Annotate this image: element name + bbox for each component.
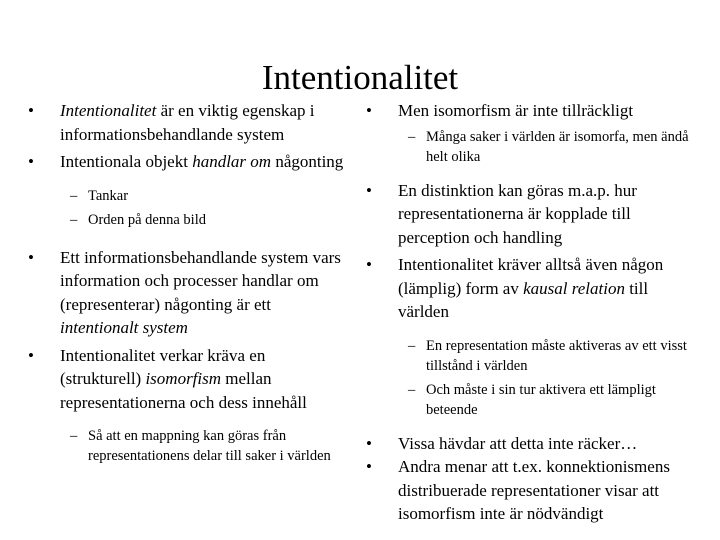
- emphasis: intentionalt system: [60, 318, 188, 337]
- bullet-item: [366, 455, 696, 526]
- bullet-mark: •: [366, 457, 372, 476]
- emphasis: handlar om: [192, 152, 272, 171]
- dash-mark: –: [70, 428, 78, 444]
- sub-bullet-item: [366, 127, 696, 167]
- bullet-mark: •: [366, 255, 372, 274]
- sub-bullet-item: [366, 336, 696, 376]
- bullet-text: Intentionalitet kräver alltså även någon (lämplig) form av: [398, 255, 664, 298]
- bullet-text: En distinktion kan göras m.a.p. hur representationerna är kopplade till perception och handling: [398, 180, 637, 247]
- bullet-item: [366, 99, 696, 123]
- emphasis: isomorfism: [145, 369, 222, 388]
- sub-bullet-item: [28, 426, 346, 466]
- bullet-mark: •: [366, 101, 372, 120]
- bullet-text: är en viktig egenskap i informationsbehandlande system: [60, 101, 315, 144]
- sub-bullet-text: Så att en mappning kan göras från representationens delar till saker i världen: [88, 428, 331, 464]
- sub-bullet-text: Tankar: [88, 187, 129, 204]
- bullet-item: [28, 99, 346, 146]
- dash-mark: –: [408, 337, 416, 354]
- bullet-text: Vissa hävdar att detta inte räcker…: [398, 433, 638, 453]
- bullet-mark: •: [28, 345, 34, 365]
- bullet-text: Men isomorfism är inte tillräckligt: [398, 101, 634, 120]
- dash-mark: –: [408, 128, 416, 145]
- bullet-item: [366, 432, 696, 456]
- dash-mark: –: [70, 211, 78, 228]
- bullet-text: Andra menar att t.ex. konnektionismens distribuerade representationer visar att isomorfism inte är nödvändigt: [398, 457, 670, 523]
- left-column: [28, 99, 346, 466]
- sub-bullet-text: Orden på denna bild: [88, 211, 206, 228]
- bullet-item: [28, 246, 346, 340]
- bullet-text: till världen: [398, 278, 649, 321]
- right-column: [366, 99, 696, 526]
- bullet-mark: •: [28, 152, 34, 171]
- bullet-item: [366, 179, 696, 250]
- dash-mark: –: [408, 381, 416, 398]
- bullet-text: Intentionalitet verkar kräva en (strukturell): [60, 345, 266, 388]
- bullet-mark: •: [366, 433, 372, 453]
- bullet-mark: •: [366, 180, 372, 200]
- sub-bullet-text: Många saker i världen är isomorfa, men ändå helt olika: [426, 128, 689, 165]
- bullet-item: [366, 253, 696, 324]
- sub-bullet-item: [28, 186, 346, 206]
- emphasis: Intentionalitet: [60, 101, 157, 120]
- bullet-text: Ett informationsbehandlande system vars information och processer handlar om (representerar) någonting är ett: [60, 247, 341, 314]
- bullet-item: [28, 344, 346, 415]
- dash-mark: –: [70, 187, 78, 204]
- emphasis: kausal relation: [523, 278, 625, 298]
- sub-bullet-text: En representation måste aktiveras av ett visst tillstånd i världen: [426, 337, 687, 374]
- sub-bullet-item: [28, 210, 346, 230]
- bullet-text: mellan representationerna och dess innehåll: [60, 369, 307, 412]
- bullet-text: Intentionala objekt: [60, 152, 193, 171]
- sub-bullet-item: [366, 380, 696, 420]
- bullet-mark: •: [28, 247, 34, 267]
- sub-bullet-text: Och måste i sin tur aktivera ett lämpligt beteende: [426, 381, 656, 418]
- bullet-text: någonting: [271, 152, 344, 171]
- bullet-mark: •: [28, 101, 34, 120]
- slide-title: Intentionalitet: [261, 58, 459, 97]
- bullet-item: [28, 150, 346, 174]
